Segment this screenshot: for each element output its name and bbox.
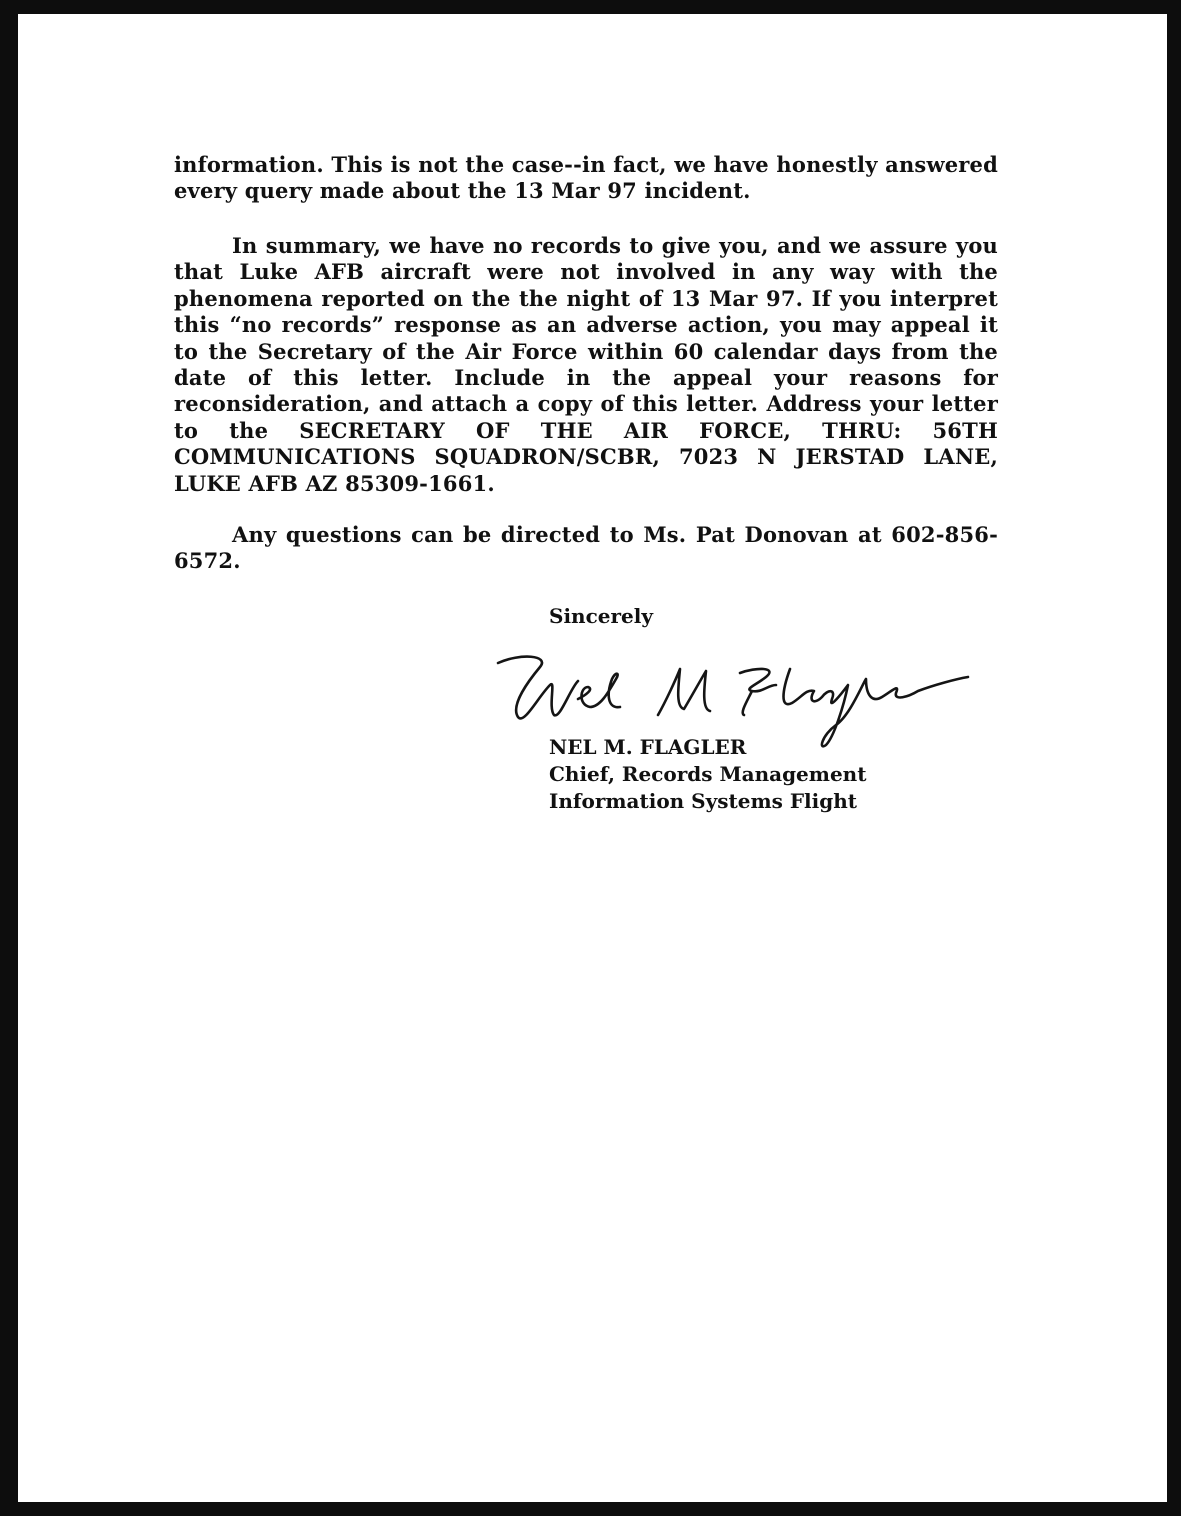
paragraph-questions: Any questions can be directed to Ms. Pat Donovan at 602-856-6572. <box>174 522 998 574</box>
signer-unit: Information Systems Flight <box>549 789 858 813</box>
closing-salutation: Sincerely <box>549 604 653 628</box>
signature-stroke <box>784 669 969 746</box>
signer-title: Chief, Records Management <box>549 762 867 786</box>
signature-stroke <box>498 657 578 719</box>
signature-stroke <box>658 669 710 715</box>
signature-stroke <box>578 674 620 707</box>
signature-stroke <box>740 669 776 715</box>
paragraph-continuation: information. This is not the case--in fact, we have honestly answered every query made about the 13 Mar 97 incident. <box>174 152 998 204</box>
signer-name: NEL M. FLAGLER <box>549 735 747 759</box>
paragraph-summary: In summary, we have no records to give you, and we assure you that Luke AFB aircraft were not involved in any way with the phenomena reported on the the night of 13 Mar 97. If you interpret this “no records” response as an adverse action, you may appeal it to the Secretary of the Air Force within 60 calendar days from the date of this letter. Include in the appeal your reasons for reconsideration, and attach a copy of this letter. Address your letter to the SECRETARY OF THE AIR FORCE, THRU: 56TH COMMUNICATIONS SQUADRON/SCBR, 7023 N JERSTAD LANE, LUKE AFB AZ 85309-1661. <box>174 233 998 496</box>
